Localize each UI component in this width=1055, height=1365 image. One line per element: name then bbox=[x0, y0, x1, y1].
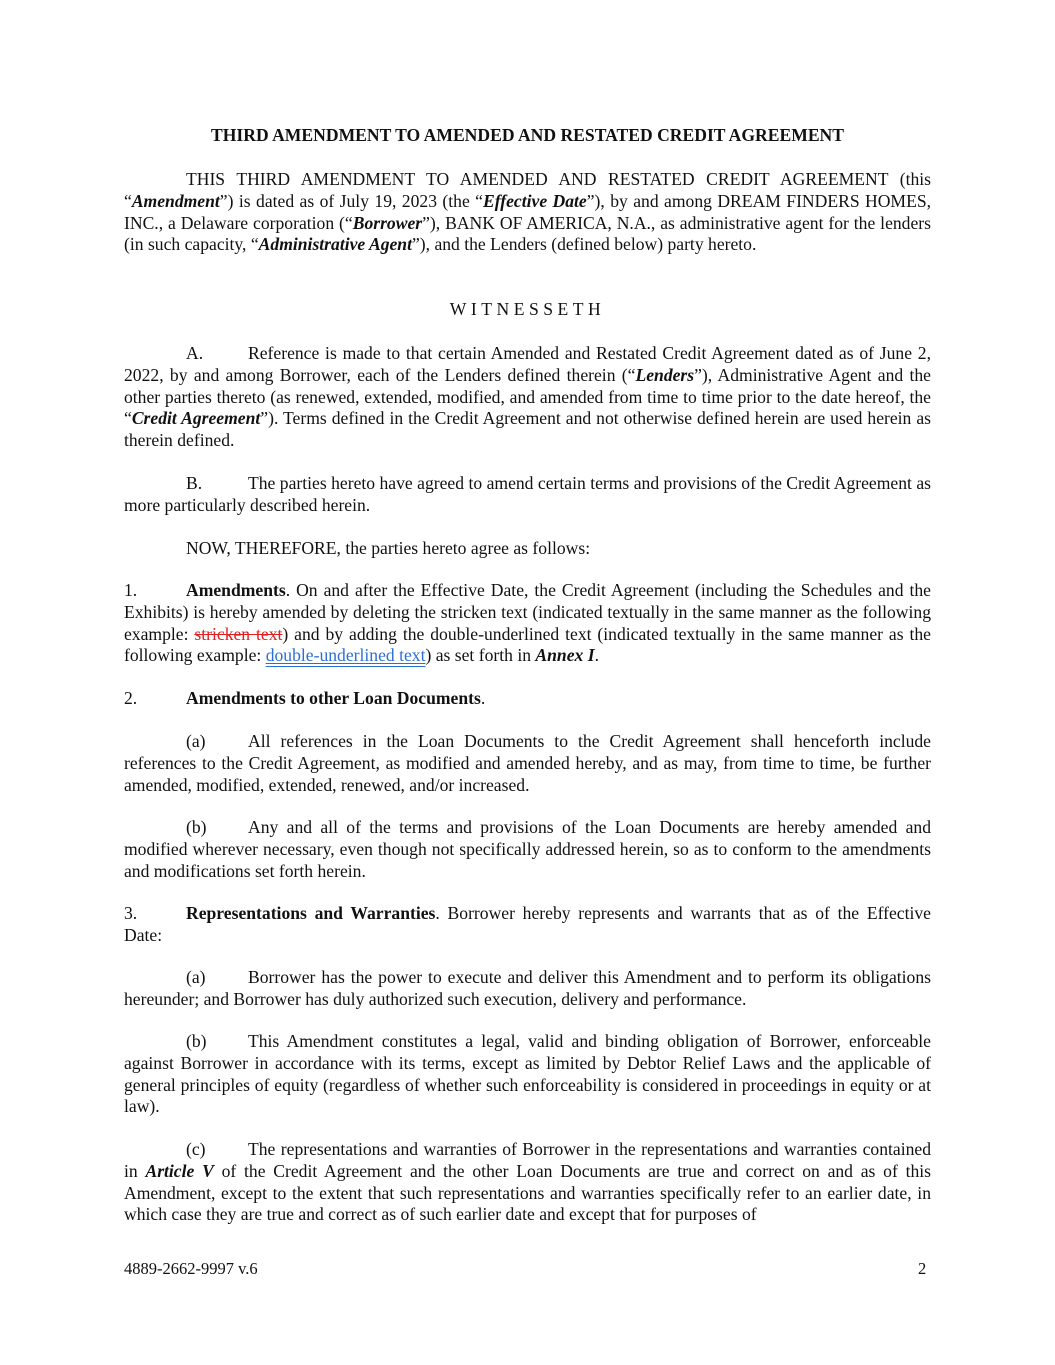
section-2-heading-period: . bbox=[480, 688, 486, 708]
section-1-amendments bbox=[124, 580, 931, 667]
stricken-text-example: stricken text bbox=[194, 623, 283, 644]
recital-b-text: The parties hereto have agreed to amend certain terms and provisions of the Credit Agreement as more particularly described herein. bbox=[124, 473, 931, 515]
section-1-number: 1. bbox=[124, 580, 138, 600]
section-2b-text: Any and all of the terms and provisions of the Loan Documents are hereby amended and modified wherever necessary, even though not specifically addressed herein, so as to conform to the amendments and modifications set forth herein. bbox=[124, 817, 931, 881]
section-1-text: ) and by adding the double-underlined text (indicated textually in the same manner as the following example: bbox=[124, 623, 931, 666]
section-3a-text: Borrower has the power to execute and deliver this Amendment and to perform its obligations hereunder; and Borrower has duly authorized such execution, delivery and performance. bbox=[124, 967, 931, 1009]
intro-text: ”), by and among DREAM FINDERS HOMES, INC., a Delaware corporation (“ bbox=[124, 190, 932, 233]
section-2a-text: All references in the Loan Documents to the Credit Agreement shall henceforth include references to the Credit Agreement, as modified and amended hereby, and as may, from time to time, be further amended, modified, extended, renewed, and/or increased. bbox=[124, 731, 931, 795]
defined-term-credit-agreement: Credit Agreement bbox=[131, 408, 261, 429]
section-2-number: 2. bbox=[124, 688, 138, 708]
section-3c-text: The representations and warranties of Borrower in the representations and warranties contained in bbox=[124, 1139, 931, 1181]
intro-text: THIS THIRD AMENDMENT TO AMENDED AND RESTATED CREDIT AGREEMENT (this “ bbox=[124, 169, 931, 211]
section-2b bbox=[124, 817, 931, 882]
recital-a-text: Reference is made to that certain Amended and Restated Credit Agreement dated as of June 2, 2022, by and among Borrower, each of the Lenders defined therein (“ bbox=[124, 343, 931, 385]
section-2a bbox=[124, 731, 931, 796]
recital-a-text: ”). Terms defined in the Credit Agreement and not otherwise defined herein are used herein as therein defined. bbox=[124, 408, 931, 451]
section-1-text: ) as set forth in bbox=[425, 645, 536, 666]
section-3-number: 3. bbox=[124, 903, 138, 923]
defined-term-lenders: Lenders bbox=[635, 364, 695, 385]
section-3c bbox=[124, 1139, 931, 1226]
section-1-text: . On and after the Effective Date, the Credit Agreement (including the Schedules and the Exhibits) is hereby amended by deleting the stricken text (indicated textually in the same manner as the following example: bbox=[124, 580, 931, 644]
defined-term-amendment: Amendment bbox=[131, 190, 220, 211]
recital-b-label: B. bbox=[186, 473, 203, 493]
now-therefore-paragraph: NOW, THEREFORE, the parties hereto agree as follows: bbox=[186, 538, 591, 558]
footer-document-id: 4889-2662-9997 v.6 bbox=[124, 1259, 258, 1278]
annex-i-reference: Annex I bbox=[535, 645, 595, 666]
defined-term-administrative-agent: Administrative Agent bbox=[258, 234, 412, 255]
section-3a-label: (a) bbox=[186, 967, 206, 987]
recital-b bbox=[124, 473, 931, 517]
intro-text: ”) is dated as of July 19, 2023 (the “ bbox=[219, 190, 483, 211]
intro-paragraph bbox=[124, 169, 931, 256]
section-1-text: . bbox=[594, 645, 599, 666]
footer-page-number: 2 bbox=[918, 1259, 927, 1278]
section-1-heading: Amendments bbox=[186, 580, 286, 600]
section-3-heading: Representations and Warranties bbox=[186, 903, 436, 923]
recital-a-text: ”), Administrative Agent and the other parties thereto (as renewed, extended, modified, and amended from time to time prior to the date hereof, the “ bbox=[124, 364, 931, 429]
intro-text: ”), BANK OF AMERICA, N.A., as administrative agent for the lenders (in such capacity, “ bbox=[124, 212, 931, 255]
section-3b bbox=[124, 1031, 931, 1118]
recital-a-label: A. bbox=[186, 343, 204, 363]
document-title: THIRD AMENDMENT TO AMENDED AND RESTATED CREDIT AGREEMENT bbox=[211, 125, 844, 145]
intro-text: ”), and the Lenders (defined below) party hereto. bbox=[411, 234, 757, 255]
section-3-text: . Borrower hereby represents and warrants that as of the Effective Date: bbox=[124, 903, 931, 945]
section-2-heading-line bbox=[124, 688, 931, 710]
article-v-reference: Article V bbox=[145, 1160, 214, 1181]
section-3b-text: This Amendment constitutes a legal, valid and binding obligation of Borrower, enforceable against Borrower in accordance with its terms, except as limited by Debtor Relief Laws and the applicable of general principles of equity (regardless of whether such enforceability is considered in proceedings in equity or at law). bbox=[124, 1031, 931, 1117]
section-3a bbox=[124, 967, 931, 1011]
section-3c-label: (c) bbox=[186, 1139, 206, 1159]
witnesseth-heading: WITNESSETH bbox=[449, 299, 606, 319]
defined-term-borrower: Borrower bbox=[352, 212, 423, 233]
section-2b-label: (b) bbox=[186, 817, 207, 837]
section-3c-text: of the Credit Agreement and the other Loan Documents are true and correct on and as of this Amendment, except to the extent that such representations and warranties specifically refer to an earlier date, in which case they are true and correct as of such earlier date and except that for purposes of bbox=[124, 1160, 931, 1225]
section-2a-label: (a) bbox=[186, 731, 206, 751]
section-3b-label: (b) bbox=[186, 1031, 207, 1051]
recital-a bbox=[124, 343, 931, 452]
section-3-representations bbox=[124, 903, 931, 947]
section-2-heading: Amendments to other Loan Documents bbox=[186, 688, 481, 708]
double-underlined-text-example[interactable]: double-underlined text bbox=[265, 645, 426, 666]
defined-term-effective-date: Effective Date bbox=[482, 190, 587, 211]
